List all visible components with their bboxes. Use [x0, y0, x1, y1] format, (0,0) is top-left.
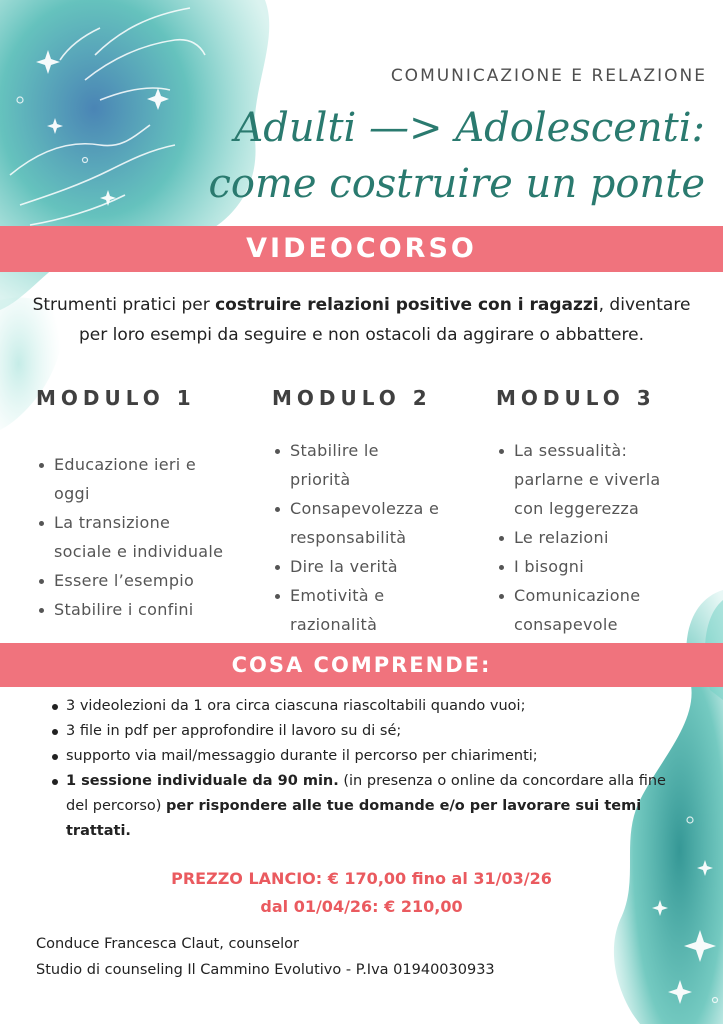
- launch-price: PREZZO LANCIO: € 170,00 fino al 31/03/26: [171, 869, 552, 888]
- intro-text-before: Strumenti pratici per: [32, 295, 216, 315]
- module-2-item: Consapevolezza e responsabilità: [272, 494, 439, 552]
- module-1-item: Stabilire i confini: [36, 595, 223, 624]
- module-2-item: Stabilire le priorità: [272, 436, 439, 494]
- module-3-item: I bisogni: [496, 552, 661, 581]
- module-1: [36, 386, 223, 624]
- module-2-title: MODULO 2: [272, 386, 432, 410]
- module-1-list: [36, 450, 223, 624]
- footer-studio: Studio di counseling Il Cammino Evolutivo - P.Iva 01940030933: [36, 962, 495, 978]
- page-title: [208, 100, 705, 212]
- includes-item: [50, 769, 690, 844]
- includes-item: 3 file in pdf per approfondire il lavoro su di sé;: [50, 719, 690, 744]
- module-2-item: Dire la verità: [272, 552, 439, 581]
- includes-item-bold-2: per rispondere alle tue domande e/o per lavorare sui temi trattati.: [66, 798, 642, 839]
- module-3-item: Le relazioni: [496, 523, 661, 552]
- module-2-list: [272, 436, 439, 639]
- includes-item-text: (in presenza o online da concordare alla fine del percorso): [66, 773, 666, 814]
- title-line-2: come costruire un ponte: [208, 161, 705, 207]
- intro-text: [0, 290, 723, 350]
- cosa-comprende-banner: COSA COMPRENDE:: [0, 643, 723, 687]
- category-label: COMUNICAZIONE E RELAZIONE: [390, 66, 707, 86]
- module-3-item: Comunicazione consapevole: [496, 581, 661, 639]
- includes-item: supporto via mail/messaggio durante il percorso per chiarimenti;: [50, 744, 690, 769]
- includes-item-bold: 1 sessione individuale da 90 min.: [66, 773, 339, 789]
- intro-line-1: [0, 290, 723, 320]
- module-3-list: [496, 436, 661, 639]
- regular-price: dal 01/04/26: € 210,00: [260, 897, 463, 916]
- module-3-title: MODULO 3: [496, 386, 656, 410]
- intro-line-2: per loro esempi da seguire e non ostacoli da aggirare o abbattere.: [78, 325, 644, 345]
- module-1-title: MODULO 1: [36, 386, 196, 410]
- module-2-item: Emotività e razionalità: [272, 581, 439, 639]
- intro-text-after: , diventare: [598, 295, 691, 315]
- includes-item: 3 videolezioni da 1 ora circa ciascuna riascoltabili quando vuoi;: [50, 694, 690, 719]
- title-line-1: Adulti —> Adolescenti:: [234, 105, 705, 151]
- module-1-item: Educazione ieri e oggi: [36, 450, 223, 508]
- videocorso-banner: VIDEOCORSO: [0, 226, 723, 272]
- module-1-item: Essere l’esempio: [36, 566, 223, 595]
- module-3-item: La sessualità: parlarne e viverla con leggerezza: [496, 436, 661, 523]
- module-2: [272, 386, 439, 639]
- intro-text-bold: costruire relazioni positive con i ragazzi: [215, 295, 599, 315]
- footer-instructor: Conduce Francesca Claut, counselor: [36, 936, 300, 952]
- module-3: [496, 386, 661, 639]
- module-1-item: La transizione sociale e individuale: [36, 508, 223, 566]
- includes-list: [50, 694, 690, 844]
